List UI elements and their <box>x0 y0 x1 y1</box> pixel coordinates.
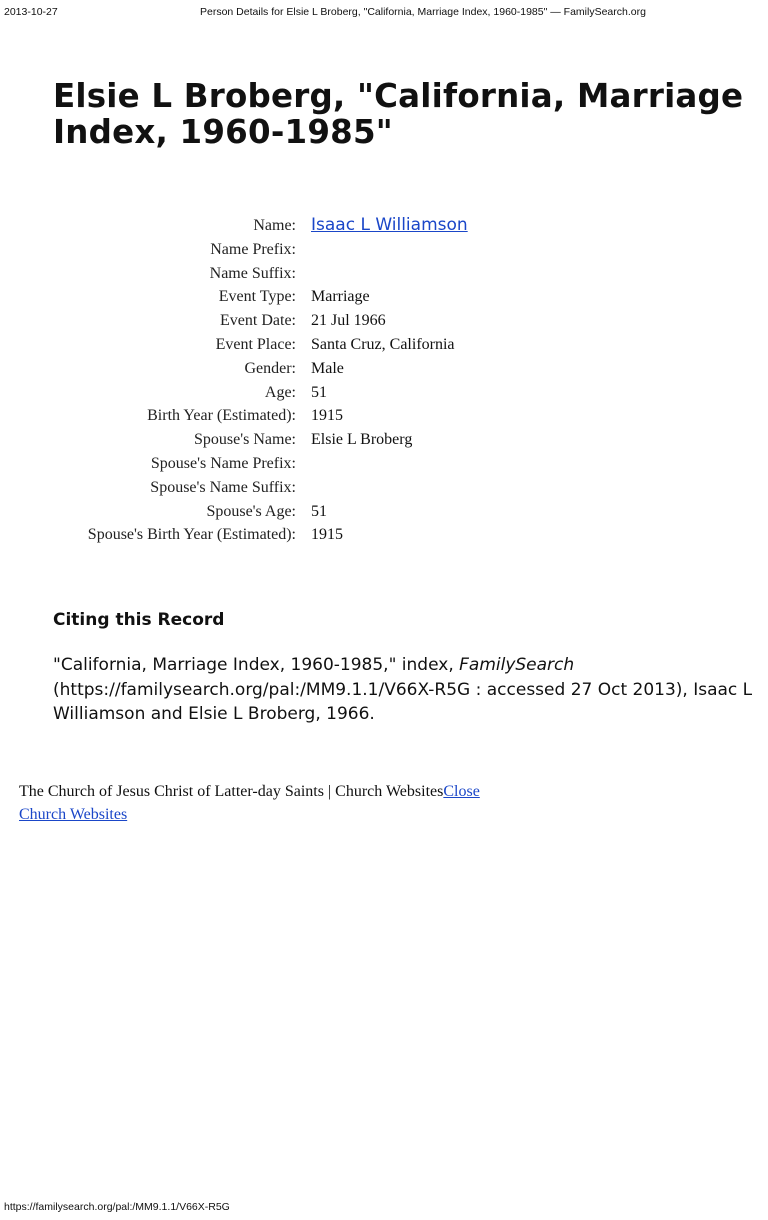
birth-year-label: Birth Year (Estimated): <box>147 407 296 425</box>
record-row-birth-year <box>0 404 768 428</box>
spouse-suffix-label: Spouse's Name Suffix: <box>150 478 296 496</box>
citation-text <box>53 653 753 727</box>
record-row-spouse-suffix <box>0 476 768 500</box>
print-date: 2013-10-27 <box>4 6 58 18</box>
event-place-value: Santa Cruz, California <box>311 335 455 353</box>
event-type-value: Marriage <box>311 288 370 306</box>
record-row-name-suffix <box>0 262 768 286</box>
spouse-prefix-label: Spouse's Name Prefix: <box>150 454 296 472</box>
spouse-age-value: 51 <box>311 502 327 520</box>
name-value <box>296 214 468 238</box>
record-row-spouse-age <box>0 500 768 524</box>
event-place-label: Event Place: <box>215 335 296 353</box>
record-row-gender <box>0 357 768 381</box>
record-row-age <box>0 381 768 405</box>
print-url: https://familysearch.org/pal:/MM9.1.1/V66X-R5G <box>4 1201 230 1213</box>
spouse-name-label: Spouse's Name: <box>194 431 296 449</box>
record-row-event-date <box>0 309 768 333</box>
footer-text: The Church of Jesus Christ of Latter-day Saints | Church Websites <box>19 783 444 800</box>
event-date-value: 21 Jul 1966 <box>311 312 386 330</box>
record-details <box>0 214 768 547</box>
name-prefix-label: Name Prefix: <box>210 240 296 258</box>
print-page-title: Person Details for Elsie L Broberg, "California, Marriage Index, 1960-1985" — FamilySearch.org <box>200 6 646 18</box>
record-row-spouse-name <box>0 428 768 452</box>
page-title: Elsie L Broberg, "California, Marriage Index, 1960-1985" <box>53 77 744 151</box>
name-label: Name: <box>253 217 296 234</box>
person-name-link[interactable]: Isaac L Williamson <box>311 215 468 235</box>
spouse-age-label: Spouse's Age: <box>206 502 296 520</box>
event-date-label: Event Date: <box>220 312 296 330</box>
record-row-name-prefix <box>0 238 768 262</box>
citation-part-1: "California, Marriage Index, 1960-1985," index, <box>53 655 460 675</box>
name-suffix-label: Name Suffix: <box>209 264 296 282</box>
gender-label: Gender: <box>244 359 296 377</box>
citing-heading: Citing this Record <box>53 610 225 630</box>
spouse-birth-year-label: Spouse's Birth Year (Estimated): <box>87 526 296 544</box>
spouse-name-value: Elsie L Broberg <box>311 431 413 449</box>
record-row-spouse-prefix <box>0 452 768 476</box>
record-row-spouse-birth-year <box>0 523 768 547</box>
record-row-event-place <box>0 333 768 357</box>
age-value: 51 <box>311 383 327 401</box>
birth-year-value: 1915 <box>311 407 343 425</box>
gender-value: Male <box>311 359 344 377</box>
citation-site: FamilySearch <box>459 655 575 675</box>
record-row-name <box>0 214 768 238</box>
citation-part-2: (https://familysearch.org/pal:/MM9.1.1/V66X-R5G : accessed 27 Oct 2013), Isaac L Williamson and Elsie L Broberg, 1966. <box>53 679 753 724</box>
close-link[interactable]: Close <box>443 783 480 800</box>
print-header <box>4 6 762 22</box>
record-row-event-type <box>0 285 768 309</box>
spouse-birth-year-value: 1915 <box>311 526 343 544</box>
age-label: Age: <box>264 383 296 401</box>
event-type-label: Event Type: <box>218 288 296 306</box>
footer <box>19 780 619 826</box>
church-websites-link[interactable]: Church Websites <box>19 806 128 823</box>
